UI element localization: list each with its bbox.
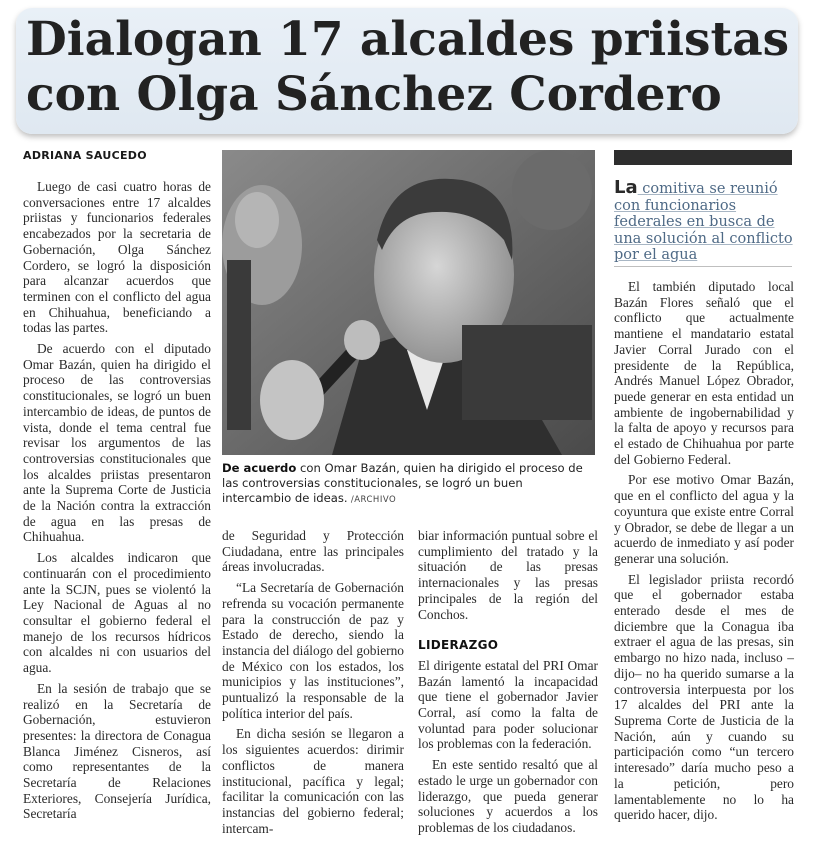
paragraph: “La Secretaría de Gobernación refrenda su vocación permanente para la construcción de paz y Estado de derecho, siendo la instancia del diálogo del gobierno de México con los estados, los municipios y las instituciones”, puntualizó la responsable de la política interior del país. xyxy=(222,580,404,721)
paragraph: En este sentido resaltó que al estado le urge un gobernador con liderazgo, que pueda generar soluciones y acuerdos a los problemas de los ciudadanos. xyxy=(418,757,598,835)
paragraph: De acuerdo con el diputado Omar Bazán, quien ha dirigido el proceso de las controversias constitucionales, se logró un buen intercambio de ideas, de puntos de vista, donde el tema central fue revisar los argumentos de las controversias constitucionales que los alcaldes priistas presentaron ante la Suprema Corte de Justicia de la Nación contra la extracción de agua en las presas de Chihuahua. xyxy=(23,341,211,545)
section-subhead: LIDERAZGO xyxy=(418,638,499,653)
paragraph: Luego de casi cuatro horas de conversaciones entre 17 alcaldes priistas y funcionarios federales encabezados por la secretaria de Gobernación, Olga Sánchez Cordero, se logró la disposición para alcanzar acuerdos que terminen con el conflicto del agua en Chihuahua, beneficiando a todas las partes. xyxy=(23,179,211,336)
paragraph: biar información puntual sobre el cumplimiento del tratado y la situación de las presas internacionales y las presas principales de la región del Conchos. xyxy=(418,528,598,622)
paragraph: En la sesión de trabajo que se realizó en la Secretaría de Gobernación, estuvieron presentes: la directora de Conagua Blanca Jiménez Cisneros, así como representantes de la Secretaría de Relaciones Exteriores, Consejería Jurídica, Secretaría xyxy=(23,680,211,822)
byline: ADRIANA SAUCEDO xyxy=(23,149,147,162)
column-2 xyxy=(222,528,404,841)
paragraph: Los alcaldes indicaron que continuarán con el procedimiento ante la SCJN, pues se violentó la Ley Nacional de Aguas al no consultar el gobierno federal el manejo de los recursos hídricos con alcaldes ni con usuarios del agua. xyxy=(23,550,211,676)
paragraph: El legislador priista recordó que el gobernador estaba enterado desde el mes de diciembre que la Conagua iba extraer el agua de las presas, sin embargo no hizo nada, incluso –dijo– no ha querido sumarse a la controversia interpuesta por los 17 alcaldes del PRI ante la Suprema Corte de Justicia de la Nación, aún y cuando su participación como “un tercero interesado” daría mucho peso a la petición, pero lamentablemente no lo ha querido hacer, dijo. xyxy=(614,571,794,823)
paragraph: de Seguridad y Protección Ciudadana, entre las principales áreas involucradas. xyxy=(222,528,404,575)
paragraph: Por ese motivo Omar Bazán, que en el conflicto del agua y la coyuntura que existe entre Corral y Obrador, se debe de llegar a un acuerdo de inmediato y así poder generar una solución. xyxy=(614,472,794,566)
paragraph: El dirigente estatal del PRI Omar Bazán lamentó la incapacidad que tiene el gobernador Javier Corral, así como la falta de voluntad para poder solucionar los problemas con la federación. xyxy=(418,657,598,752)
pullquote xyxy=(614,177,794,264)
article-photo xyxy=(222,150,595,455)
photo-caption xyxy=(222,461,595,508)
headline: Dialogan 17 alcaldes priistas con Olga Sánchez Cordero xyxy=(26,12,790,122)
pullquote-lead: La xyxy=(614,177,638,198)
column-1 xyxy=(23,179,211,827)
pullquote-rule xyxy=(614,266,792,267)
photo-credit: /ARCHIVO xyxy=(347,495,397,505)
caption-lead: De acuerdo xyxy=(222,461,297,475)
pullquote-bar xyxy=(614,150,792,165)
pullquote-text: comitiva se reunió con funcionarios federales en busca de una solución al conflicto por el agua xyxy=(614,181,793,263)
caption-text: con Omar Bazán, quien ha dirigido el proceso de las controversias constitucionales, se logró un buen intercambio de ideas. xyxy=(222,461,583,505)
column-3 xyxy=(418,528,598,841)
photo-man-with-microphone xyxy=(222,150,595,455)
paragraph: El también diputado local Bazán Flores señaló que el conflicto que actualmente mantiene el mandatario estatal Javier Corral Jurado con el presidente de la República, Andrés Manuel López Obrador, puede generar en esta entidad un ambiente de ingobernabilidad y la falta de apoyo y recursos para el estado de Chihuahua por parte del Gobierno Federal. xyxy=(614,279,794,467)
paragraph: En dicha sesión se llegaron a los siguientes acuerdos: dirimir conflictos de manera institucional, pacífica y legal; facilitar la comunicación con las instancias del gobierno federal; intercam- xyxy=(222,726,404,836)
column-4 xyxy=(614,279,794,828)
